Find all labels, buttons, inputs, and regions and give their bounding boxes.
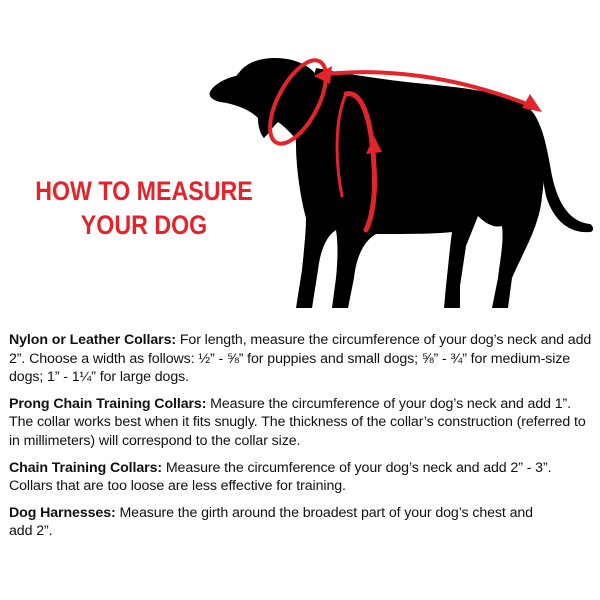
dog-silhouette xyxy=(209,58,593,308)
section-nylon-leather xyxy=(9,331,593,387)
section-heading: Nylon or Leather Collars: xyxy=(9,332,176,348)
title-line-1: HOW TO MEASURE xyxy=(35,176,253,206)
section-prong-chain xyxy=(9,395,593,451)
section-body: Measure the girth around the broadest part of your dog’s chest and add 2”. xyxy=(9,504,533,540)
section-body: For length, measure the circumference of your dog’s neck and add 2”. Choose a width as follows: ½” - ⅝” for puppies and small dogs; ⅝” - ¾” for medium-size dogs; 1” - 1¼” for large dogs. xyxy=(9,332,592,386)
section-heading: Chain Training Collars: xyxy=(9,459,162,476)
section-harnesses xyxy=(9,504,549,541)
section-chain-training xyxy=(9,459,593,496)
dog-measurement-illustration xyxy=(196,46,600,318)
section-heading: Prong Chain Training Collars: xyxy=(9,395,207,412)
instructions xyxy=(9,331,593,549)
section-body: Measure the circumference of your dog’s neck and add 2” - 3”. Collars that are too loose are less effective for training. xyxy=(9,459,552,495)
title-line-2: YOUR DOG xyxy=(80,210,208,240)
section-body: Measure the circumference of your dog’s neck and add 1”. The collar works best when it fits snugly. The thickness of the collar’s construction (referred to in millimeters) will correspond to the collar size. xyxy=(9,395,586,449)
section-heading: Dog Harnesses: xyxy=(9,504,116,521)
